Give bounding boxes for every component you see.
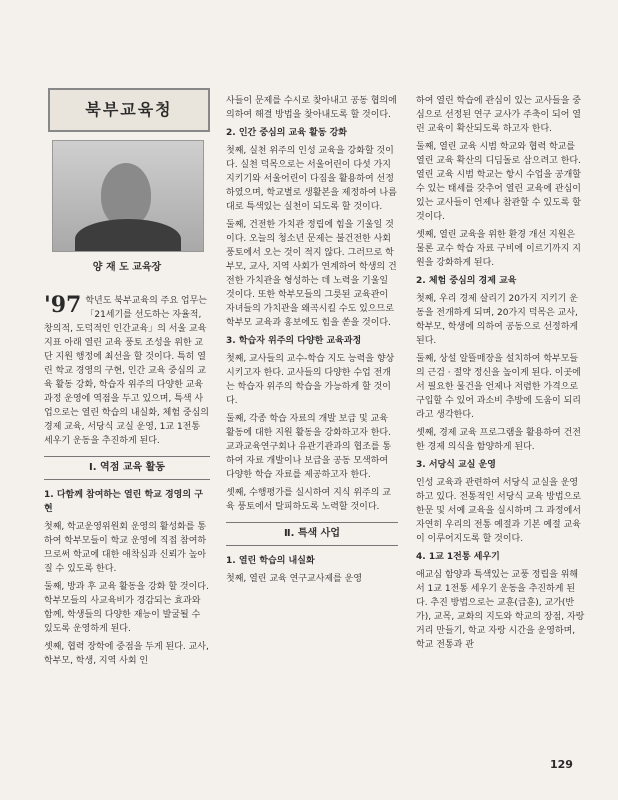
page-title: 북부교육청 <box>48 88 210 132</box>
s2-heading-3: 3. 서당식 교실 운영 <box>416 460 496 470</box>
col2-paragraph-4: 둘째, 각종 학습 자료의 개발 보급 및 교육 활동에 대한 지원 활동을 강화하고자 한다. 교과교육연구회나 유관기관과의 협조를 통하여 자료 개발이나 보급을 공동 모색하여 다양한 학습 자료를 제공하고자 한다. <box>226 414 392 480</box>
col3-paragraph-0: 하여 열린 학습에 관심이 있는 교사들을 중심으로 선정된 연구 교사가 주축이 되어 열린 교육이 확산되도록 하고자 한다. <box>416 96 581 134</box>
col3-paragraph-5: 셋째, 경제 교육 프로그램을 활용하여 건전한 경제 의식을 함양하게 된다. <box>416 428 581 452</box>
col3-paragraph-3: 첫째, 우리 경제 살리기 20가지 지키기 운동을 전개하게 되며, 20가지 덕목은 교사, 학부모, 학생에 의하여 공동으로 선정하게 된다. <box>416 294 579 346</box>
col2-paragraph-0: 사들이 문제를 수시로 찾아내고 공동 협의에 의하여 해결 방법을 찾아내도록 할 것이다. <box>226 96 397 120</box>
col3-paragraph-1: 둘째, 열린 교육 시범 학교와 협력 학교를 열린 교육 확산의 디딤돌로 삼으려고 한다. 열린 교육 시범 학교는 항시 수업을 공개할 수 있는 태세를 갖추어 열린 교육에 관심이 있는 교사들이 언제나 참관할 수 있도록 할 것이다. <box>416 142 581 222</box>
col3-paragraph-6: 인성 교육과 관련하여 서당식 교실을 운영하고 있다. 전통적인 서당식 교육 방법으로 한문 및 서예 교육을 실시하며 그 과정에서 자연히 우리의 전통 예절과 기본 예절 교육이 이루어지도록 할 것이다. <box>416 478 581 544</box>
portrait-photo <box>52 140 204 252</box>
section2-title: Ⅱ. 특색 사업 <box>226 522 398 546</box>
section1-title: Ⅰ. 역점 교육 활동 <box>44 456 210 480</box>
intro-text: 학년도 북부교육의 주요 업무는 「21세기를 선도하는 자율적, 창의적, 도덕적인 인간교육」의 서울 교육 지표 아래 열린 교육 풍토 조성을 위한 교단 지원 행정에 최선을 할 것이다. 특히 열린 학교 경영의 구현, 인간 교육 중심의 교육 활동 강화, 학습자 위주의 다양한 교육과정 운영에 역점을 두고 있으며, 특색 사업으로는 열린 학습의 내실화, 체험 중심의 경제 교육, 서당식 교실 운영, 1교 1전통 세우기 운동을 추진하게 된다. <box>44 296 209 446</box>
s1-heading-1: 1. 다함께 참여하는 열린 학교 경영의 구현 <box>44 490 203 514</box>
col2-paragraph-1: 첫째, 실천 위주의 인성 교육을 강화할 것이다. 실천 덕목으로는 서울어린이 다섯 가지 지키기와 서울어린이 다짐을 활용하여 선정하였으며, 학교별로 생활본을 제정하여 나름대로 특색있는 실천이 되도록 할 것이다. <box>226 146 397 212</box>
column-2 <box>226 94 398 590</box>
s1-paragraph-1: 첫째, 학교운영위원회 운영의 활성화를 통하여 학부모들이 학교 운영에 직접 참여하므로써 학교에 대한 애착심과 신뢰가 높아질 수 있도록 한다. <box>44 522 207 574</box>
s1-heading-2: 2. 인간 중심의 교육 활동 강화 <box>226 128 347 138</box>
s2-heading-4: 4. 1교 1전통 세우기 <box>416 552 500 562</box>
col3-paragraph-7: 애교심 함양과 특색있는 교풍 정립을 위해서 1교 1전통 세우기 운동을 추진하게 된다. 추진 방법으로는 교훈(급훈), 교가(반가), 교목, 교화의 지도와 학교의 장점, 자랑거리 만들기, 학교 자랑 시간을 운영하며, 학교 전통과 관 <box>416 570 585 650</box>
s1-paragraph-3: 셋째, 협력 장학에 중점을 두게 된다. 교사, 학부모, 학생, 지역 사회 인 <box>44 642 209 666</box>
col3-paragraph-2: 셋째, 열린 교육을 위한 환경 개선 지원은 물론 교수 학습 자료 구비에 이르기까지 지원을 강화하게 된다. <box>416 230 581 268</box>
photo-caption: 양 재 도 교육장 <box>92 262 162 273</box>
s2-heading-1: 1. 열린 학습의 내실화 <box>226 556 315 566</box>
intro-paragraph <box>44 294 210 448</box>
intro-year: '97 <box>44 292 82 318</box>
s1-heading-3: 3. 학습자 위주의 다양한 교육과정 <box>226 336 362 346</box>
column-3 <box>416 94 586 656</box>
page-number: 129 <box>550 758 573 771</box>
s2-heading-2: 2. 체험 중심의 경제 교육 <box>416 276 517 286</box>
s2-paragraph-1: 첫째, 열린 교육 연구교사제를 운영 <box>226 574 363 584</box>
column-1 <box>44 294 210 672</box>
portrait-body <box>75 219 181 252</box>
col3-paragraph-4: 둘째, 상설 알뜰매장을 설치하여 학부모들의 근검 · 절약 정신을 높이게 된다. 이곳에서 필요한 물건을 언제나 저렴한 가격으로 구입할 수 있어 과소비 추방에 도움이 되리라고 생각한다. <box>416 354 581 420</box>
col2-paragraph-3: 첫째, 교사들의 교수-학습 지도 능력을 향상시키고자 한다. 교사들의 다양한 수업 전개는 학습자 위주의 학습을 가능하게 할 것이다. <box>226 354 395 406</box>
col2-paragraph-5: 셋째, 수행평가를 실시하여 지식 위주의 교육 풍토에서 탈피하도록 노력할 것이다. <box>226 488 391 512</box>
s1-paragraph-2: 둘째, 방과 후 교육 활동을 강화 할 것이다. 학부모들의 사교육비가 경감되는 효과와 함께, 학생들의 다양한 재능이 발굴될 수 있도록 운영하게 된다. <box>44 582 209 634</box>
col2-paragraph-2: 둘째, 건전한 가치관 정립에 힘을 기울일 것이다. 오늘의 청소년 문제는 불건전한 사회 풍토에서 오는 것이 적지 않다. 그러므로 학부모, 교사, 지역 사회가 연계하여 학생의 건전한 가치관을 형성하는 데 노력을 기울일 것이다. 또한 학부모들의 그릇된 교육관이 자녀들의 가치관을 왜곡시킬 수도 있으므로 학부모 교육과 홍보에도 힘을 쏟을 것이다. <box>226 220 397 328</box>
portrait-head <box>101 163 151 227</box>
